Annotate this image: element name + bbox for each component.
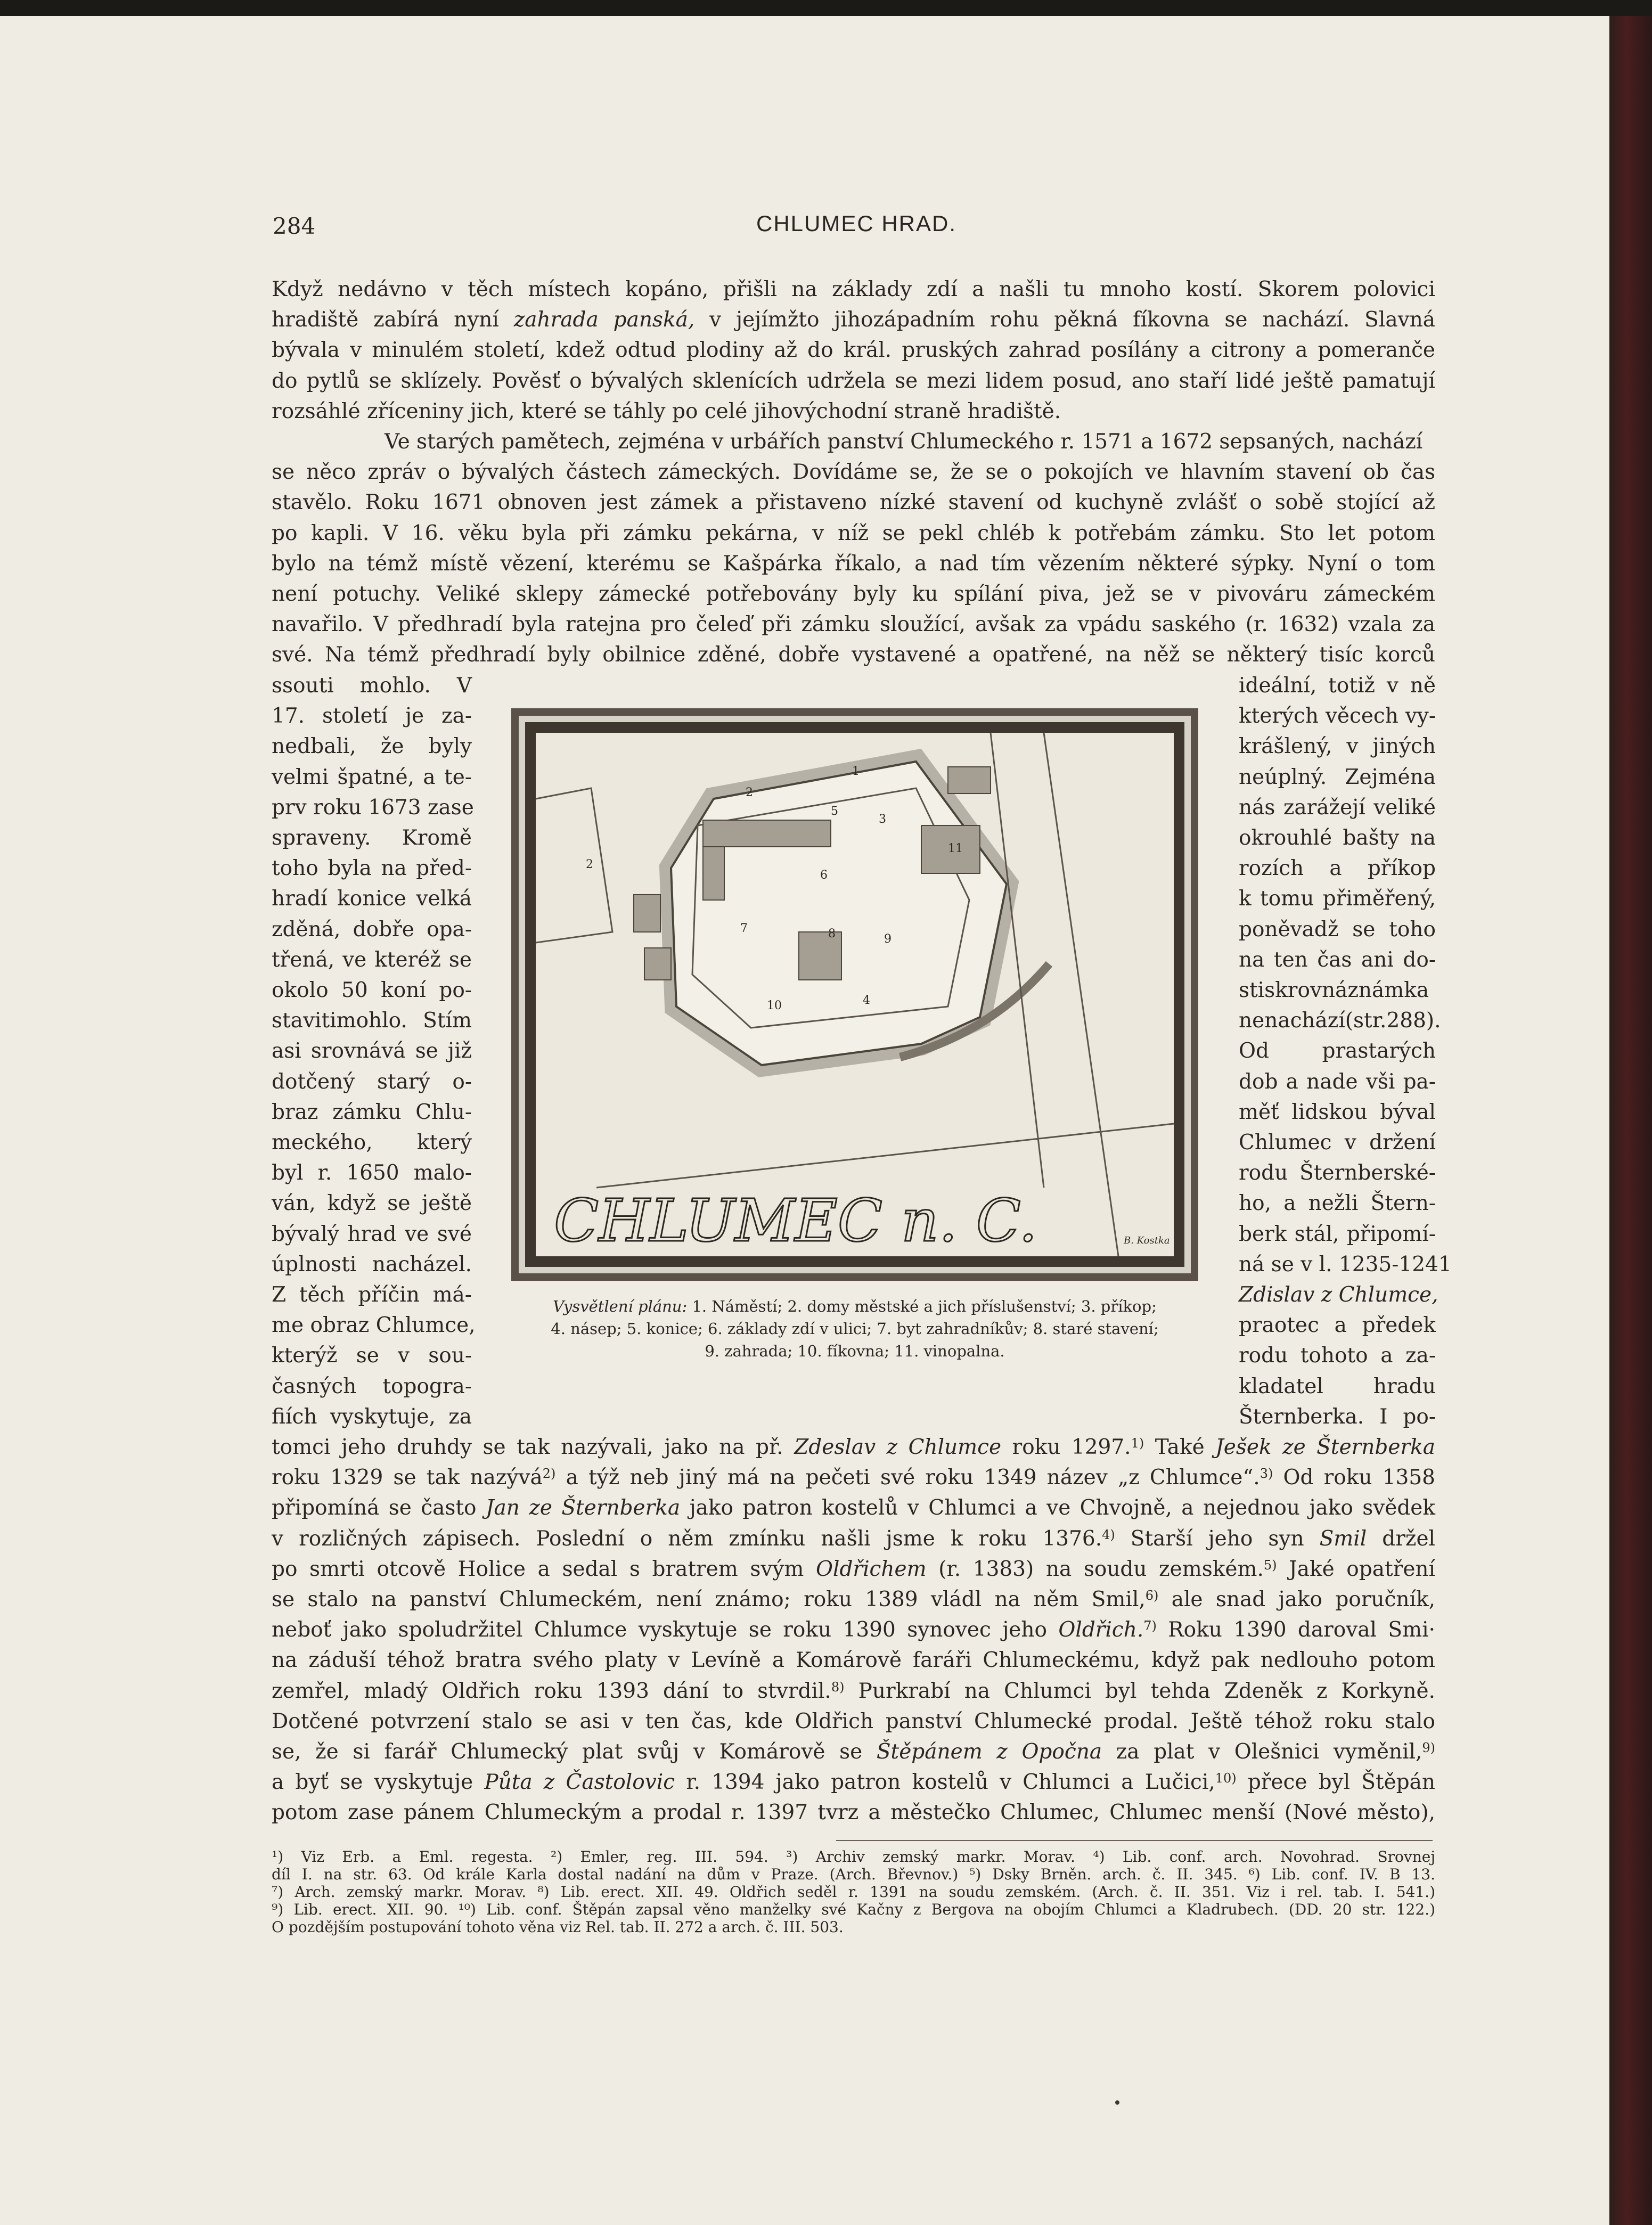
text-line: hradiště zabírá nyní zahrada panská, v jejímžto jihozápadním rohu pěkná fíkovna se nachází. Slavná: [272, 308, 1435, 332]
left-column-line: dotčený starý o-: [272, 1069, 472, 1094]
right-column-line: kladatel hradu: [1239, 1374, 1436, 1398]
footnote-line: díl I. na str. 63. Od krále Karla dostal nadání na dům v Praze. (Arch. Břevnov.) ⁵) Dsky Brněn. arch. č. II. 345. ⁶) Lib. conf. IV. B 13.: [272, 1866, 1435, 1883]
left-column-line: třená, ve kteréž se: [272, 947, 472, 972]
text-line: po smrti otcově Holice a sedal s bratrem svým Oldřichem (r. 1383) na soudu zemském.$^{5)}$ Jaké opatření: [272, 1557, 1435, 1581]
right-column-line: berk stál, připomí-: [1239, 1222, 1436, 1246]
text-line: stavělo. Roku 1671 obnoven jest zámek a přistaveno nízké stavení od kuchyně zvlášť o sobě stojící až: [272, 490, 1435, 515]
left-column-line: meckého, který: [272, 1131, 472, 1155]
left-column-line: fiích vyskytuje, za: [272, 1404, 472, 1429]
map-number-label: 3: [879, 813, 886, 826]
map-number-label: 9: [884, 932, 892, 946]
text-line: Ve starých pamětech, zejména v urbářích panství Chlumeckého r. 1571 a 1672 sepsaných, nachází: [385, 430, 1423, 454]
right-column-line: k tomu přiměřený,: [1239, 887, 1436, 911]
left-column-line: nedbali, že byly: [272, 734, 472, 759]
text-line: Dotčené potvrzení stalo se asi v ten čas, kde Oldřich panství Chlumecké prodal. Ještě téhož roku stalo: [272, 1709, 1435, 1733]
book-edge: [1609, 16, 1652, 2225]
left-column-line: Z těch příčin má-: [272, 1283, 472, 1307]
text-line: do pytlů se sklízely. Pověsť o bývalých sklenících udržela se mezi lidem posud, ano staří lidé ještě pamatují: [272, 369, 1435, 393]
text-line: své. Na témž předhradí byly obilnice zděné, dobře vystavené a opatřené, na něž se některý tisíc korců: [272, 643, 1435, 667]
map-signature: B. Kostka: [1124, 1235, 1170, 1246]
left-column-line: toho byla na před-: [272, 856, 472, 881]
left-column-line: 17. století je za-: [272, 704, 472, 729]
building-rect: [634, 895, 660, 932]
text-line: připomíná se často Jan ze Šternberka jako patron kostelů v Chlumci a ve Chvojně, a nejednou jako svědek: [272, 1496, 1435, 1520]
left-column-line: ssouti mohlo. V: [272, 674, 472, 698]
text-line: není potuchy. Veliké sklepy zámecké potřebovány byly ku spílání piva, jež se v pivováru zámeckém: [272, 582, 1435, 606]
right-column-line: okrouhlé bašty na: [1239, 826, 1436, 850]
right-column-line: neúplný. Zejména: [1239, 765, 1436, 789]
text-line: tomci jeho druhdy se tak nazývali, jako na př. Zdeslav z Chlumce roku 1297.$^{1)}$ Také Ješek ze Šternberka: [272, 1435, 1435, 1459]
text-line: se něco zpráv o bývalých částech zámeckých. Dovídáme se, že se o pokojích ve hlavním stavení ob čas: [272, 460, 1435, 485]
map-number-label: 11: [948, 842, 963, 855]
building-rect: [644, 948, 671, 980]
map-number-label: 1: [852, 765, 860, 778]
left-column-line: prv roku 1673 zase: [272, 795, 474, 820]
footnote-rule: [836, 1840, 1433, 1841]
text-line: rozsáhlé zříceniny jich, které se táhly po celé jihovýchodní straně hradiště.: [272, 399, 1061, 423]
right-column-line: Šternberka. I po-: [1239, 1404, 1436, 1429]
left-column-line: zděná, dobře opa-: [272, 917, 472, 942]
map-number-label: 2: [746, 786, 753, 799]
left-column-line: asi srovnává se již: [272, 1039, 472, 1064]
building-rect: [948, 767, 991, 794]
right-column-line: rozích a příkop: [1239, 856, 1436, 881]
right-column-line: nás zarážejí veliké: [1239, 795, 1436, 820]
text-line: zemřel, mladý Oldřich roku 1393 dání to stvrdil.$^{8)}$ Purkrabí na Chlumci byl tehda Zdeněk z Korkyně.: [272, 1679, 1435, 1703]
text-line: potom zase pánem Chlumeckým a prodal r. 1397 tvrz a městečko Chlumec, Chlumec menší (Nové město),: [272, 1801, 1435, 1825]
right-column-line: Od prastarých: [1239, 1039, 1436, 1064]
left-column-line: me obraz Chlumce,: [272, 1313, 476, 1338]
left-column-line: velmi špatné, a te-: [272, 765, 472, 789]
text-line: a byť se vyskytuje Půta z Častolovic r. 1394 jako patron kostelů v Chlumci a Lučici,$^{10)}$ přece byl Štěpán: [272, 1770, 1436, 1795]
right-column-line: Chlumec v držení: [1239, 1131, 1436, 1155]
building-rect: [703, 847, 724, 900]
text-line: bylo na témž místě vězení, kterému se Kašpárka říkalo, a nad tím vězením některé sýpky. Nyní o tom: [272, 551, 1435, 576]
text-line: Když nedávno v těch místech kopáno, přišli na základy zdí a našli tu mnoho kostí. Skorem polovici: [272, 277, 1435, 301]
map-number-label: 2: [586, 858, 593, 871]
right-column-line: stiskrovnáznámka: [1239, 978, 1429, 1002]
map-number-label: 4: [863, 994, 870, 1007]
text-line: se stalo na panství Chlumeckém, není známo; roku 1389 vládl na něm Smil,$^{6)}$ ale snad jako poručník,: [272, 1588, 1435, 1612]
footnote-line: ⁷) Arch. zemský markr. Morav. ⁸) Lib. erect. XII. 49. Oldřich seděl r. 1391 na soudu zemském. (Arch. č. II. 351. Viz i rel. tab. I. 541.): [272, 1883, 1435, 1901]
right-column-line: rodu tohoto a za-: [1239, 1344, 1436, 1368]
building-rect: [703, 820, 831, 847]
text-line: v rozličných zápisech. Poslední o něm zmínku našli jsme k roku 1376.$^{4)}$ Starší jeho syn Smil držel: [272, 1526, 1435, 1551]
left-column-line: ván, když se ještě: [272, 1191, 472, 1216]
right-column-line: dob a nade vši pa-: [1239, 1069, 1436, 1094]
map-number-label: 6: [820, 869, 828, 882]
map-number-label: 5: [831, 805, 838, 818]
map-title: CHLUMEC n. C.: [554, 1187, 1037, 1255]
left-column-line: stavitimohlo. Stím: [272, 1009, 472, 1033]
right-column-line: praotec a předek: [1239, 1313, 1436, 1338]
left-column-line: okolo 50 koní po-: [272, 978, 472, 1002]
text-line: roku 1329 se tak nazývá$^{2)}$ a týž neb jiný má na pečeti své roku 1349 název „z Chlumce“.$^{3)}$ Od roku 1358: [272, 1466, 1435, 1490]
right-column-line: na ten čas ani do-: [1239, 947, 1436, 972]
text-line: bývala v minulém století, kdež odtud plodiny až do král. pruských zahrad posílány a citrony a pomeranče: [272, 338, 1435, 363]
right-column-line: krášlený, v jiných: [1239, 734, 1436, 759]
right-column-line: ná se v l. 1235-1241: [1239, 1252, 1452, 1277]
text-line: na záduší téhož bratra svého platy v Levíně a Komárově faráři Chlumeckému, když pak nedlouho potom: [272, 1648, 1435, 1673]
right-column-line: ho, a nežli Štern-: [1239, 1191, 1436, 1216]
caption-label: Vysvětlení plánu:: [553, 1297, 688, 1315]
caption-line-1: 1. Náměstí; 2. domy městské a jich příslušenství; 3. příkop;: [692, 1297, 1157, 1315]
map-caption: [506, 1295, 1204, 1362]
right-column-line: kterých věcech vy-: [1239, 704, 1436, 729]
caption-line-2: 4. násep; 5. konice; 6. základy zdí v ulici; 7. byt zahradníkův; 8. staré stavení;: [551, 1320, 1159, 1338]
right-column-line: nenachází(str.288).: [1239, 1009, 1441, 1033]
map-number-label: 10: [767, 999, 782, 1012]
left-column-line: braz zámku Chlu-: [272, 1100, 472, 1124]
page-number: 284: [273, 213, 316, 239]
left-column-line: úplnosti nacházel.: [272, 1252, 472, 1277]
left-column-line: byl r. 1650 malo-: [272, 1161, 472, 1185]
right-column-line: rodu Šternberské-: [1239, 1161, 1436, 1185]
running-head: CHLUMEC HRAD.: [756, 211, 957, 236]
left-column-line: bývalý hrad ve své: [272, 1222, 472, 1246]
left-column-line: časných topogra-: [272, 1374, 472, 1398]
text-line: navařilo. V předhradí byla ratejna pro čeleď při zámku sloužící, avšak za vpádu saského (r. 1632) vzala za: [272, 612, 1435, 637]
right-column-line: ideální, totiž v ně: [1239, 674, 1436, 698]
text-line: neboť jako spoludržitel Chlumce vyskytuje se roku 1390 synovec jeho Oldřich.$^{7)}$ Roku 1390 daroval Smi·: [272, 1618, 1435, 1642]
castle-plan-map: [511, 708, 1198, 1281]
footnote-line: ⁹) Lib. erect. XII. 90. ¹⁰) Lib. conf. Štěpán zapsal věno manželky své Kačny z Bergova na obojím Chlumci a Kladrubech. (DD. 20 str. 122.): [272, 1901, 1435, 1918]
right-column-line: měť lidskou býval: [1239, 1100, 1436, 1124]
text-line: se, že si farář Chlumecký plat svůj v Komárově se Štěpánem z Opočna za plat v Olešnici vyměnil,$^{9)}$: [272, 1740, 1436, 1764]
page-speck: [1115, 2100, 1119, 2105]
footnote-line: ¹) Viz Erb. a Eml. regesta. ²) Emler, reg. III. 594. ³) Archiv zemský markr. Morav. ⁴) Lib. conf. arch. Novohrad. Srovnej: [272, 1848, 1435, 1866]
left-column-line: hradí konice velká: [272, 887, 472, 911]
left-column-line: kterýž se v sou-: [272, 1344, 472, 1368]
map-number-label: 7: [740, 922, 748, 935]
text-line: po kapli. V 16. věku byla při zámku pekárna, v níž se pekl chléb k potřebám zámku. Sto let potom: [272, 521, 1435, 545]
left-column-line: spraveny. Kromě: [272, 826, 472, 850]
footnote-line: O pozdějším postupování tohoto věna viz Rel. tab. II. 272 a arch. č. III. 503.: [272, 1918, 844, 1936]
right-column-line: poněvadž se toho: [1239, 917, 1436, 942]
caption-line-3: 9. zahrada; 10. fíkovna; 11. vinopalna.: [705, 1342, 1005, 1360]
right-column-line: Zdislav z Chlumce,: [1239, 1283, 1438, 1307]
map-number-label: 8: [828, 927, 836, 940]
